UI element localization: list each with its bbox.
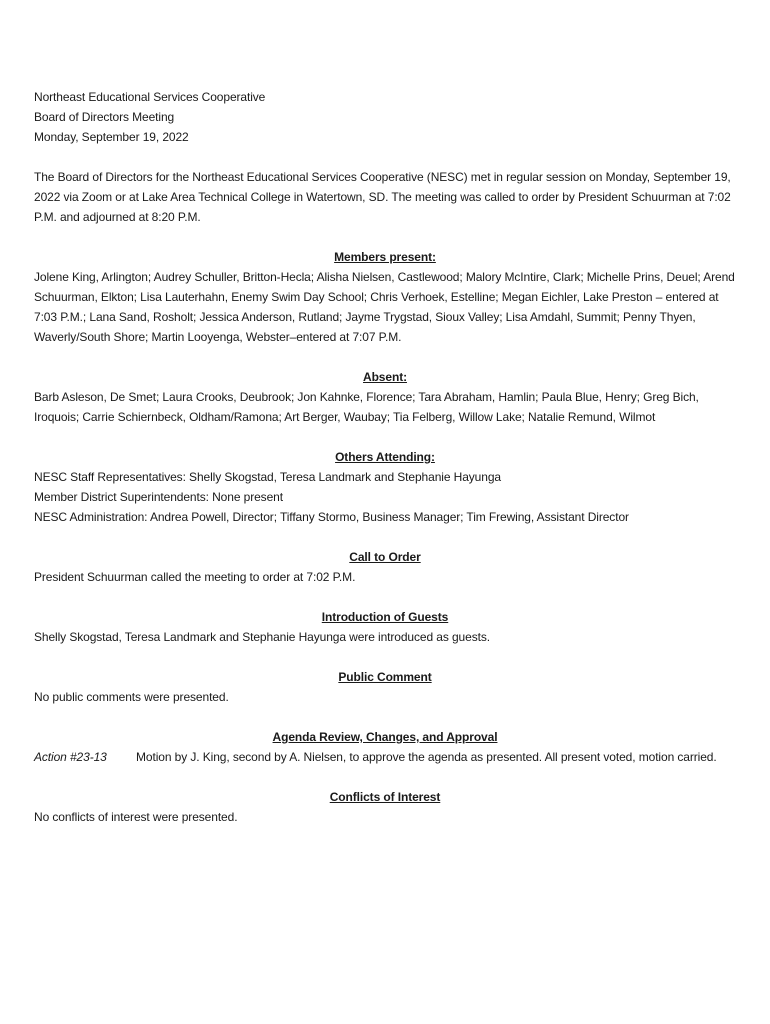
guests-heading: Introduction of Guests xyxy=(321,610,449,624)
guests-text: Shelly Skogstad, Teresa Landmark and Stephanie Hayunga were introduced as guests. xyxy=(34,630,490,644)
call-to-order-text: President Schuurman called the meeting to order at 7:02 P.M. xyxy=(34,570,356,584)
meeting-date: Monday, September 19, 2022 xyxy=(34,130,189,144)
meeting-title: Board of Directors Meeting xyxy=(34,110,175,124)
call-to-order-heading: Call to Order xyxy=(349,550,421,564)
conflicts-heading: Conflicts of Interest xyxy=(329,790,441,804)
conflicts-text: No conflicts of interest were presented. xyxy=(34,810,238,824)
minutes-body xyxy=(34,87,736,827)
conflicts-section xyxy=(34,787,736,827)
superintendents-line: Member District Superintendents: None present xyxy=(34,490,283,504)
intro-paragraph: The Board of Directors for the Northeast Educational Services Cooperative (NESC) met in regular session on Monday, September 19, 2022 via Zoom or at Lake Area Technical College in Watertown, SD. The meeting was called to order by President Schuurman at 7:02 P.M. and adjourned at 8:20 P.M. xyxy=(34,170,731,224)
public-comment-heading: Public Comment xyxy=(338,670,432,684)
agenda-heading: Agenda Review, Changes, and Approval xyxy=(272,730,498,744)
public-comment-text: No public comments were presented. xyxy=(34,690,229,704)
members-present-list: Jolene King, Arlington; Audrey Schuller, Britton-Hecla; Alisha Nielsen, Castlewood; Malory McIntire, Clark; Michelle Prins, Deuel; Arend Schuurman, Elkton; Lisa Lauterhahn, Enemy Swim Day School; Chris Verhoek, Estelline; Megan Eichler, Lake Preston – entered at 7:03 P.M.; Lana Sand, Rosholt; Jessica Anderson, Rutland; Jayme Trygstad, Sioux Valley; Lisa Amdahl, Summit; Penny Thyen, Waverly/South Shore; Martin Looyenga, Webster–entered at 7:07 P.M. xyxy=(34,270,735,344)
others-attending-heading: Others Attending: xyxy=(335,450,435,464)
absent-section xyxy=(34,367,736,427)
members-present-section xyxy=(34,247,736,347)
org-name: Northeast Educational Services Cooperative xyxy=(34,90,266,104)
action-number: Action #23-13 xyxy=(34,750,107,764)
call-to-order-section xyxy=(34,547,736,587)
action-motion-text: Motion by J. King, second by A. Nielsen, to approve the agenda as presented. All present voted, motion carried. xyxy=(136,750,717,764)
public-comment-section xyxy=(34,667,736,707)
agenda-action xyxy=(34,747,736,767)
members-present-heading: Members present: xyxy=(334,250,436,264)
absent-heading: Absent: xyxy=(363,370,407,384)
agenda-section xyxy=(34,727,736,767)
administration-line: NESC Administration: Andrea Powell, Director; Tiffany Stormo, Business Manager; Tim Frewing, Assistant Director xyxy=(34,510,629,524)
document-header xyxy=(34,87,736,147)
staff-representatives-line: NESC Staff Representatives: Shelly Skogstad, Teresa Landmark and Stephanie Hayunga xyxy=(34,470,501,484)
others-attending-section xyxy=(34,447,736,527)
guests-section xyxy=(34,607,736,647)
absent-list: Barb Asleson, De Smet; Laura Crooks, Deubrook; Jon Kahnke, Florence; Tara Abraham, Hamlin; Paula Blue, Henry; Greg Bich, Iroquois; Carrie Schiernbeck, Oldham/Ramona; Art Berger, Waubay; Tia Felberg, Willow Lake; Natalie Remund, Wilmot xyxy=(34,390,699,424)
